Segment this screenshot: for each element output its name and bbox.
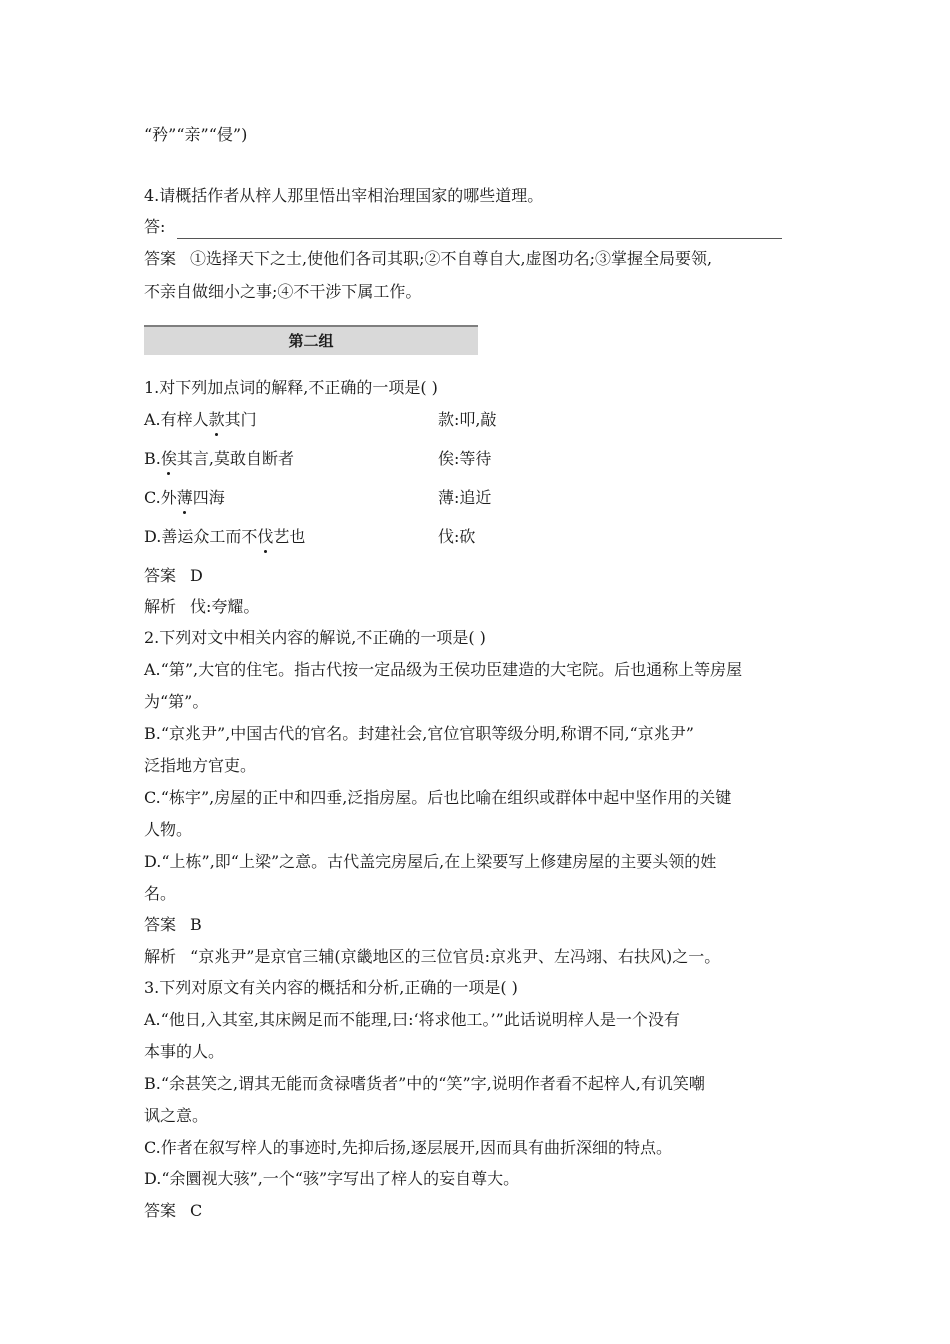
analysis-text: “京兆尹”是京官三辅(京畿地区的三位官员:京兆尹、左冯翊、右扶风)之一。 xyxy=(190,947,721,966)
dotted-word: 俟 xyxy=(160,449,177,468)
g2q2-question: 2.下列对文中相关内容的解说,不正确的一项是( ) xyxy=(144,628,486,647)
g2q3-option-b: B.“余甚笑之,谓其无能而贪禄嗜货者”中的“笑”字,说明作者看不起梓人,有讥笑嘲 xyxy=(144,1074,705,1093)
option-text: 其言,莫敢自断者 xyxy=(176,449,294,468)
option-text: C.外 xyxy=(144,488,177,507)
g2q1-answer xyxy=(144,565,203,587)
answer-value: B xyxy=(190,915,202,934)
option-text: B. xyxy=(144,449,161,468)
g2q1-gloss-a: 款:叩,敲 xyxy=(438,410,497,429)
g2q3-option-a-cont: 本事的人。 xyxy=(144,1042,225,1061)
option-text: 四海 xyxy=(192,488,225,507)
g2q2-option-b: B.“京兆尹”,中国古代的官名。封建社会,官位官职等级分明,称谓不同,“京兆尹” xyxy=(144,724,694,743)
g2q3-option-b-cont: 讽之意。 xyxy=(144,1106,209,1125)
g2q3-question: 3.下列对原文有关内容的概括和分析,正确的一项是( ) xyxy=(144,978,518,997)
g2q2-option-a: A.“第”,大官的住宅。指古代按一定品级为王侯功臣建造的大宅院。后也通称上等房屋 xyxy=(144,660,743,679)
top-fragment: “矜”“亲”“侵”) xyxy=(144,125,248,144)
q4-answer-prompt: 答: xyxy=(144,217,166,236)
q4-answer-cont: 不亲自做细小之事;④不干涉下属工作。 xyxy=(144,282,422,301)
g2q1-gloss-b: 俟:等待 xyxy=(438,449,492,468)
analysis-label: 解析 xyxy=(144,597,177,616)
option-text: A.有梓人 xyxy=(144,410,209,429)
g2q1-question: 1.对下列加点词的解释,不正确的一项是( ) xyxy=(144,378,438,397)
analysis-label: 解析 xyxy=(144,947,177,966)
answer-label: 答案 xyxy=(144,1201,177,1220)
g2q1-option-b xyxy=(144,448,294,470)
group-header: 第二组 xyxy=(144,325,478,355)
dotted-word: 伐 xyxy=(257,527,274,546)
g2q2-option-a-cont: 为“第”。 xyxy=(144,692,209,711)
answer-label: 答案 xyxy=(144,566,177,585)
option-text: D.善运众工而不 xyxy=(144,527,258,546)
answer-label: 答案 xyxy=(144,915,177,934)
g2q2-analysis xyxy=(144,946,720,968)
g2q3-option-d: D.“余圜视大骇”,一个“骇”字写出了梓人的妄自尊大。 xyxy=(144,1169,520,1188)
g2q2-option-d-cont: 名。 xyxy=(144,884,177,903)
g2q1-option-a xyxy=(144,409,257,431)
q4-answer xyxy=(144,248,712,270)
analysis-text: 伐:夸耀。 xyxy=(190,597,260,616)
q4-question: 4.请概括作者从梓人那里悟出宰相治理国家的哪些道理。 xyxy=(144,186,544,205)
g2q1-option-c xyxy=(144,487,225,509)
g2q1-analysis xyxy=(144,596,259,618)
g2q1-gloss-d: 伐:砍 xyxy=(438,527,476,546)
answer-value: C xyxy=(190,1201,203,1220)
answer-text: ①选择天下之士,使他们各司其职;②不自尊自大,虚图功名;③掌握全局要领, xyxy=(190,249,713,268)
option-text: 艺也 xyxy=(273,527,306,546)
answer-blank-line xyxy=(177,238,782,239)
g2q3-option-c: C.作者在叙写梓人的事迹时,先抑后扬,逐层展开,因而具有曲折深细的特点。 xyxy=(144,1138,673,1157)
option-text: 其门 xyxy=(224,410,257,429)
g2q2-option-d: D.“上栋”,即“上梁”之意。古代盖完房屋后,在上梁要写上修建房屋的主要头领的姓 xyxy=(144,852,717,871)
answer-value: D xyxy=(190,566,203,585)
g2q3-option-a: A.“他日,入其室,其床阙足而不能理,曰:‘将求他工。’”此话说明梓人是一个没有 xyxy=(144,1010,680,1029)
g2q1-option-d xyxy=(144,526,305,548)
g2q2-option-c: C.“栋宇”,房屋的正中和四垂,泛指房屋。后也比喻在组织或群体中起中坚作用的关键 xyxy=(144,788,732,807)
g2q2-option-c-cont: 人物。 xyxy=(144,820,193,839)
g2q3-answer xyxy=(144,1200,202,1222)
g2q2-option-b-cont: 泛指地方官吏。 xyxy=(144,756,257,775)
g2q2-answer xyxy=(144,914,202,936)
dotted-word: 薄 xyxy=(176,488,193,507)
answer-label: 答案 xyxy=(144,249,177,268)
dotted-word: 款 xyxy=(208,410,225,429)
g2q1-gloss-c: 薄:追近 xyxy=(438,488,492,507)
